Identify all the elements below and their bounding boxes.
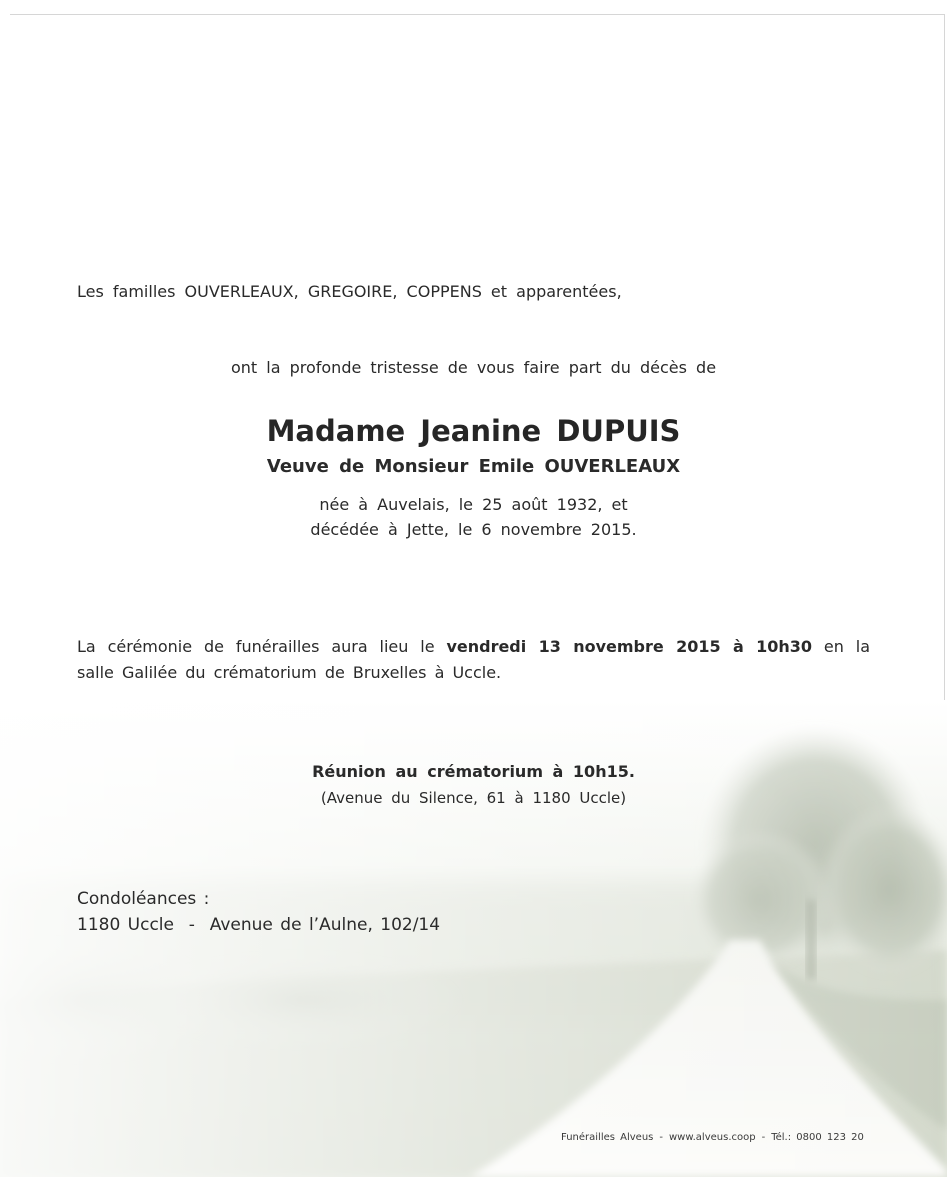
ceremony-paragraph <box>77 634 870 686</box>
birth-details: née à Auvelais, le 25 août 1932, et <box>319 495 628 514</box>
announcement-text: ont la profonde tristesse de vous faire part du décès de <box>230 358 717 377</box>
ceremony-line-1 <box>77 634 870 660</box>
footer-separator: - <box>761 1132 766 1143</box>
footer-phone: Tél.: 0800 123 20 <box>771 1132 864 1143</box>
footer-website[interactable]: www.alveus.coop <box>669 1132 756 1143</box>
footer-company: Funérailles Alveus <box>561 1132 654 1143</box>
widow-of-text: Veuve de Monsieur Emile OUVERLEAUX <box>266 456 681 477</box>
condolences-title: Condoléances : <box>77 889 210 909</box>
deceased-name: Madame Jeanine DUPUIS <box>266 414 681 448</box>
ceremony-text-after: en la <box>812 637 871 656</box>
ceremony-date: vendredi 13 novembre 2015 à 10h30 <box>446 637 813 656</box>
meeting-title: Réunion au crématorium à 10h15. <box>312 762 635 781</box>
condolences-address: 1180 Uccle - Avenue de l’Aulne, 102/14 <box>77 915 441 935</box>
death-details: décédée à Jette, le 6 novembre 2015. <box>310 520 637 539</box>
ceremony-text-before: La cérémonie de funérailles aura lieu le <box>77 637 447 656</box>
families-intro: Les familles OUVERLEAUX, GREGOIRE, COPPENS et apparentées, <box>77 282 622 301</box>
funeral-home-footer <box>561 1132 864 1143</box>
meeting-address: (Avenue du Silence, 61 à 1180 Uccle) <box>320 789 627 807</box>
ceremony-line-2: salle Galilée du crématorium de Bruxelles à Uccle. <box>77 663 502 682</box>
footer-separator: - <box>659 1132 663 1143</box>
